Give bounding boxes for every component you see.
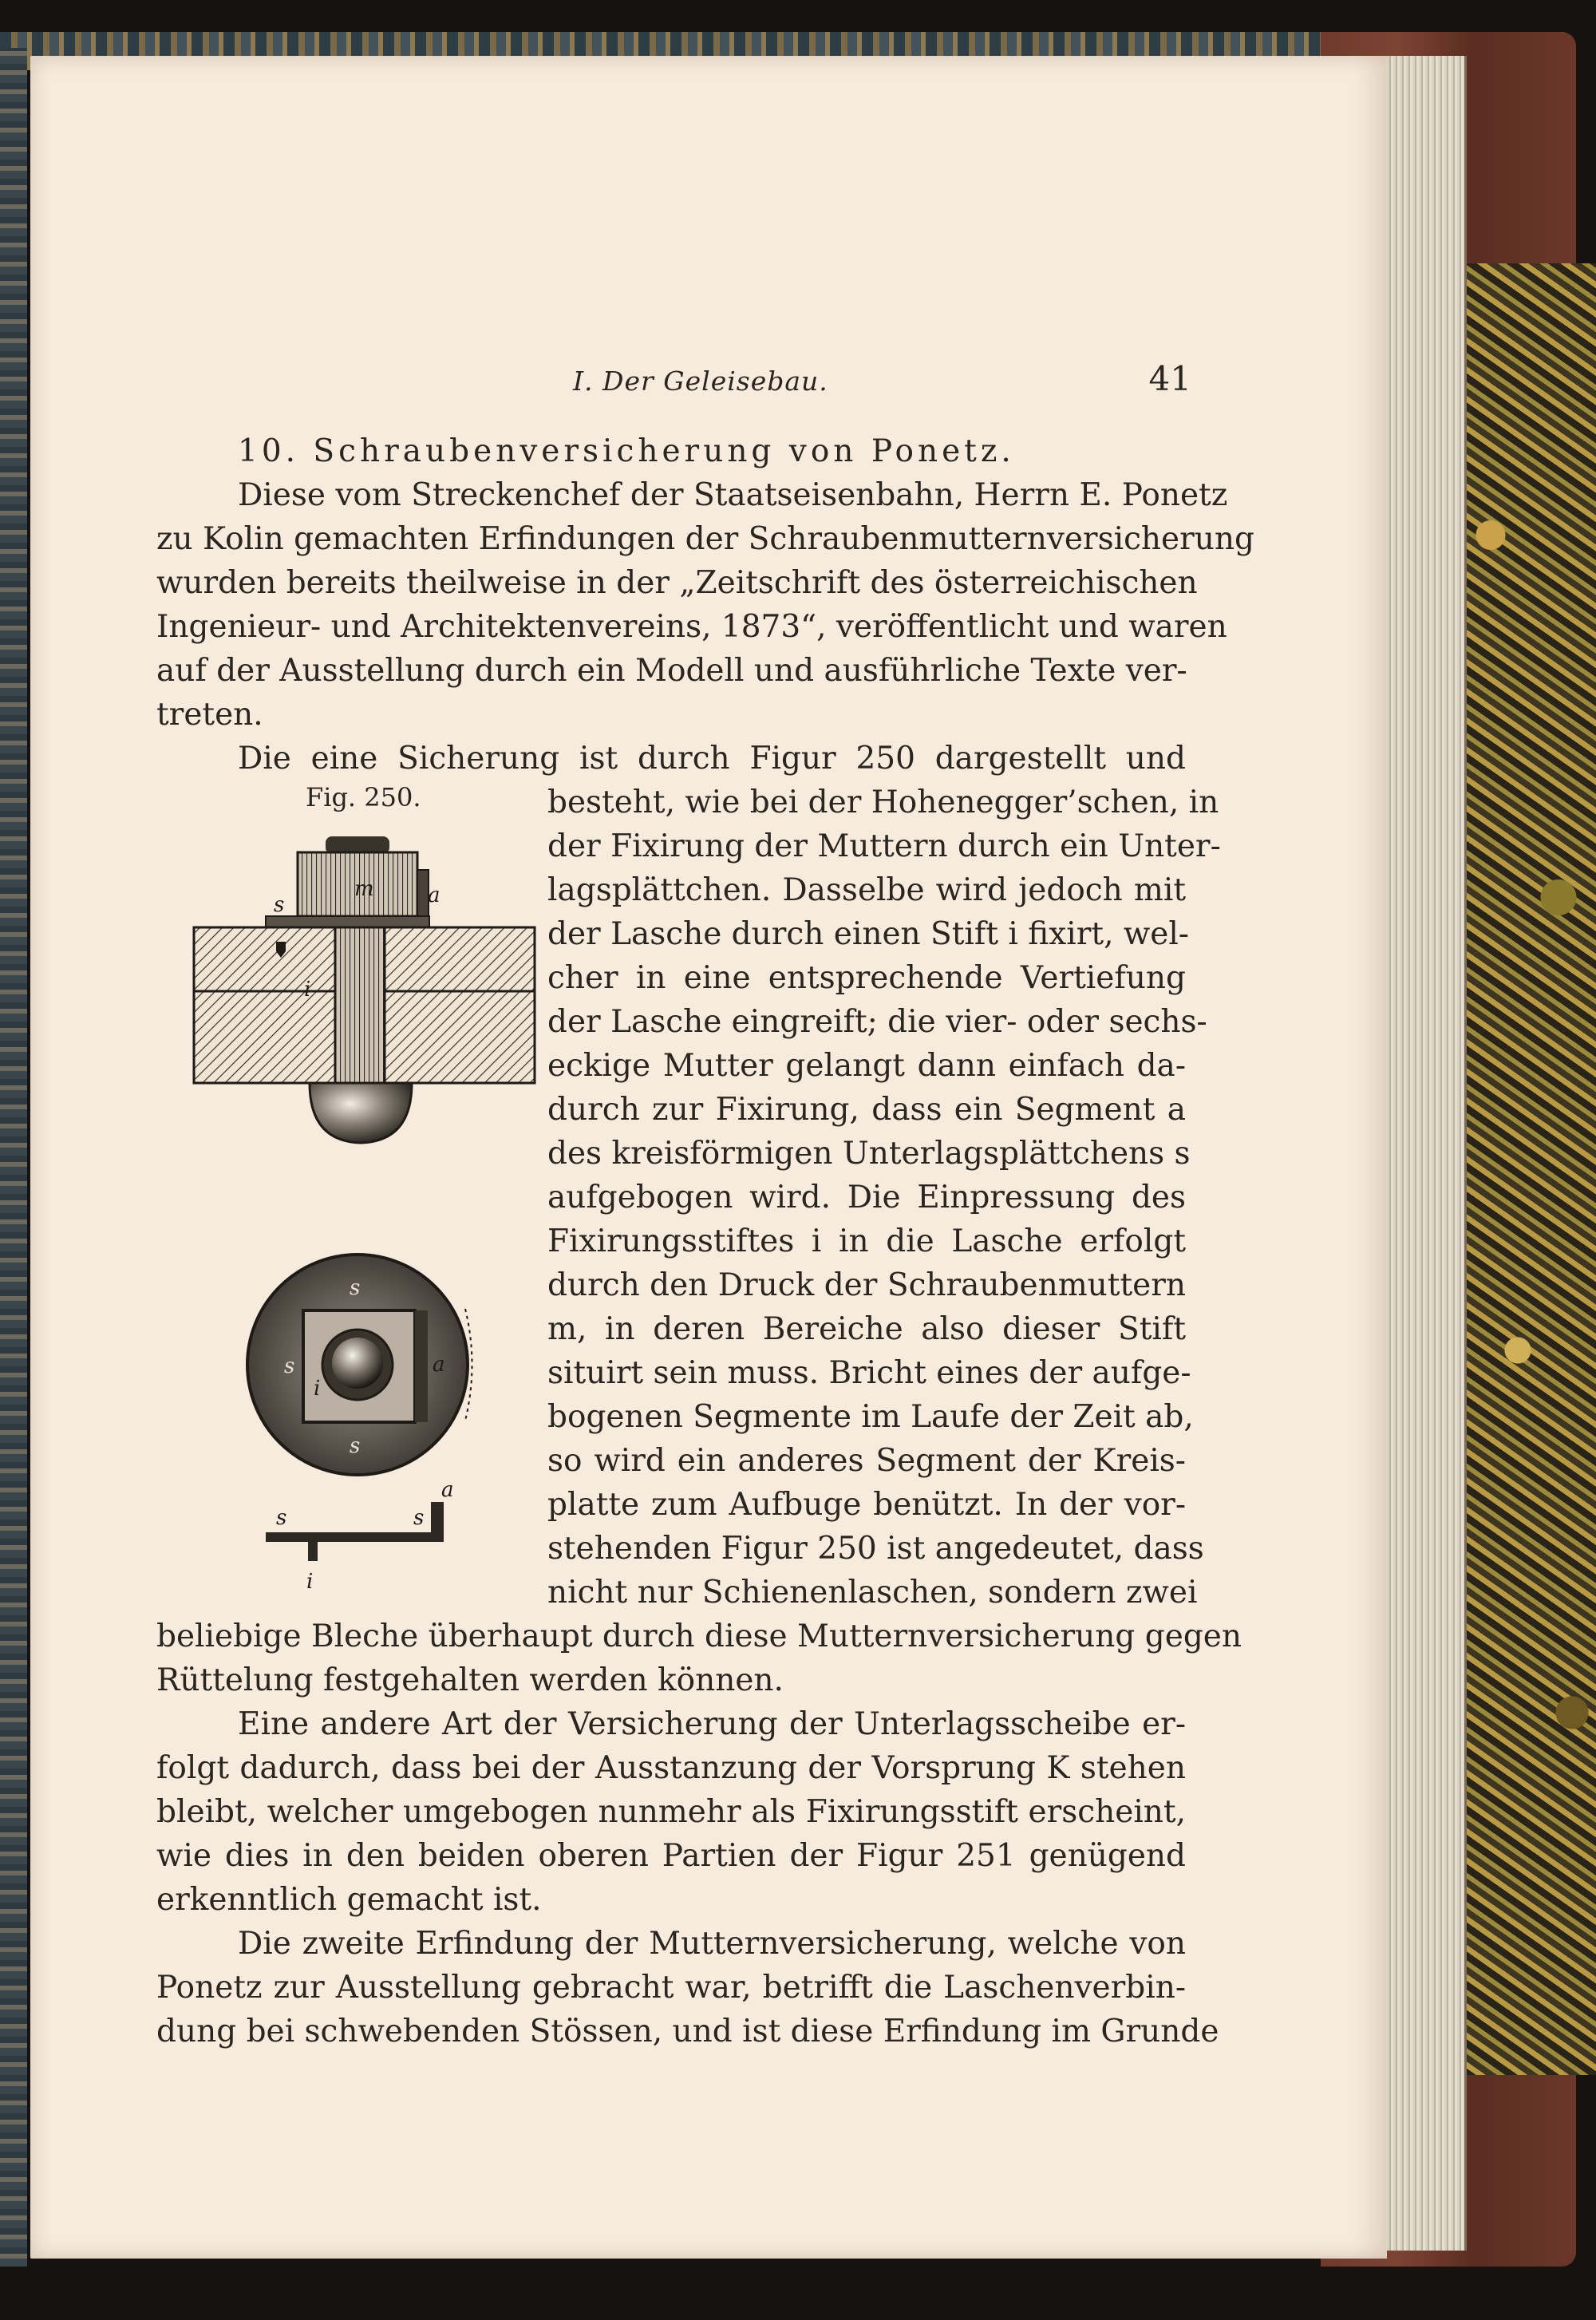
text-line: auf der Ausstellung durch ein Modell und ausführliche Texte ver- <box>156 653 1187 689</box>
text-line: dung bei schwebenden Stössen, und ist diese Erfindung im Grunde <box>156 2014 1219 2049</box>
book-left-edge <box>0 48 27 2267</box>
label-a: a <box>428 883 440 907</box>
figure-caption: Fig. 250. <box>306 782 421 812</box>
text-line: der Lasche durch einen Stift i fixirt, wel- <box>547 916 1189 952</box>
washer-profile <box>266 1478 454 1594</box>
text-line: Ingenieur- und Architektenvereins, 1873“, veröffentlicht und waren <box>156 609 1227 645</box>
bolt-end <box>332 1338 383 1389</box>
text-line: Eine andere Art der Versicherung der Unterlagsscheibe er- <box>238 1706 1186 1742</box>
plate-lower-right <box>375 991 535 1083</box>
label-s-left: s <box>284 1354 295 1378</box>
plate-upper-left <box>194 927 350 991</box>
text-line: cher in eine entsprechende Vertiefung <box>547 960 1186 996</box>
text-line: m, in deren Bereiche also dieser Stift <box>547 1311 1186 1347</box>
text-line: erkenntlich gemacht ist. <box>156 1882 542 1918</box>
text-line: situirt sein muss. Bricht eines der aufge- <box>547 1355 1191 1391</box>
text-line: besteht, wie bei der Hohenegger’schen, in <box>547 785 1219 820</box>
plate-upper-right <box>375 927 535 991</box>
text-line: der Lasche eingreift; die vier- oder sechs- <box>547 1004 1207 1040</box>
washer-pin <box>308 1542 318 1561</box>
text-line: wie dies in den beiden oberen Partien der Figur 251 genügend <box>156 1838 1186 1874</box>
text-line: der Fixirung der Muttern durch ein Unter- <box>547 828 1221 864</box>
label-s-top: s <box>350 1276 361 1300</box>
label-i-plan: i <box>314 1377 321 1401</box>
text-line: durch zur Fixirung, dass ein Segment a <box>547 1092 1186 1128</box>
text-line: treten. <box>156 697 263 733</box>
text-line: bleibt, welcher umgebogen nunmehr als Fixirungsstift erscheint, <box>156 1794 1186 1830</box>
sectional-view <box>194 836 535 1143</box>
text-line: stehenden Figur 250 ist angedeutet, dass <box>547 1531 1204 1567</box>
washer-strip <box>266 1532 441 1542</box>
bottom-text-block <box>156 1615 1242 2053</box>
running-head <box>573 359 1191 407</box>
text-line: platte zum Aufbuge benützt. In der vor- <box>547 1487 1186 1523</box>
plate-lower-left <box>194 991 350 1083</box>
washer-s <box>266 916 429 927</box>
washer-bent-segment <box>431 1502 444 1542</box>
text-line: durch den Druck der Schraubenmuttern <box>547 1267 1186 1303</box>
segment-a-plan <box>415 1310 428 1422</box>
text-line: Ponetz zur Ausstellung gebracht war, betrifft die Laschenverbin- <box>156 1970 1186 2006</box>
text-line: Fixirungsstiftes i in die Lasche erfolgt <box>547 1223 1186 1259</box>
section-heading: 10. Schraubenversicherung von Ponetz. <box>238 433 1015 469</box>
text-line: Die eine Sicherung ist durch Figur 250 dargestellt und <box>238 741 1186 777</box>
text-line: bogenen Segmente im Laufe der Zeit ab, <box>547 1399 1194 1435</box>
column-text-block <box>547 781 1221 1615</box>
text-line: wurden bereits theilweise in der „Zeitschrift des österreichischen <box>156 565 1198 601</box>
text-line: zu Kolin gemachten Erfindungen der Schraubenmutternversicherung <box>156 521 1254 557</box>
label-m: m <box>354 877 374 901</box>
bolt-head <box>310 1083 412 1143</box>
book-page <box>30 56 1387 2259</box>
text-line: des kreisförmigen Unterlagsplättchens s <box>547 1136 1191 1172</box>
bolt-shank <box>335 927 385 1083</box>
page-number: 41 <box>1148 359 1191 398</box>
text-line: so wird ein anderes Segment der Kreis- <box>547 1443 1186 1479</box>
top-text-block <box>156 429 1254 781</box>
text-line: nicht nur Schienenlaschen, sondern zwei <box>547 1575 1198 1611</box>
text-line: lagsplättchen. Dasselbe wird jedoch mit <box>547 872 1186 908</box>
label-i: i <box>304 978 311 1002</box>
label-a-profile: a <box>441 1478 454 1502</box>
marbled-endpaper <box>1460 263 1596 2075</box>
text-line: Die zweite Erfindung der Mutternversicherung, welche von <box>238 1926 1186 1962</box>
plan-view <box>247 1255 472 1475</box>
label-s-profile-left: s <box>276 1506 287 1530</box>
label-a-plan: a <box>433 1353 445 1377</box>
text-line: folgt dadurch, dass bei der Ausstanzung der Vorsprung K stehen <box>156 1750 1186 1786</box>
label-s-bottom: s <box>350 1434 361 1458</box>
label-s: s <box>274 893 285 917</box>
text-line: beliebige Bleche überhaupt durch diese Mutternversicherung gegen <box>156 1618 1242 1654</box>
running-title: I. Der Geleisebau. <box>573 366 828 397</box>
text-line: Rüttelung festgehalten werden können. <box>156 1662 784 1698</box>
text-line: eckige Mutter gelangt dann einfach da- <box>547 1048 1186 1084</box>
label-i-profile: i <box>306 1570 314 1594</box>
text-line: Diese vom Streckenchef der Staatseisenbahn, Herrn E. Ponetz <box>238 477 1228 513</box>
figure-250 <box>158 822 557 1628</box>
text-line: aufgebogen wird. Die Einpressung des <box>547 1180 1186 1215</box>
label-s-profile-right: s <box>413 1506 425 1530</box>
